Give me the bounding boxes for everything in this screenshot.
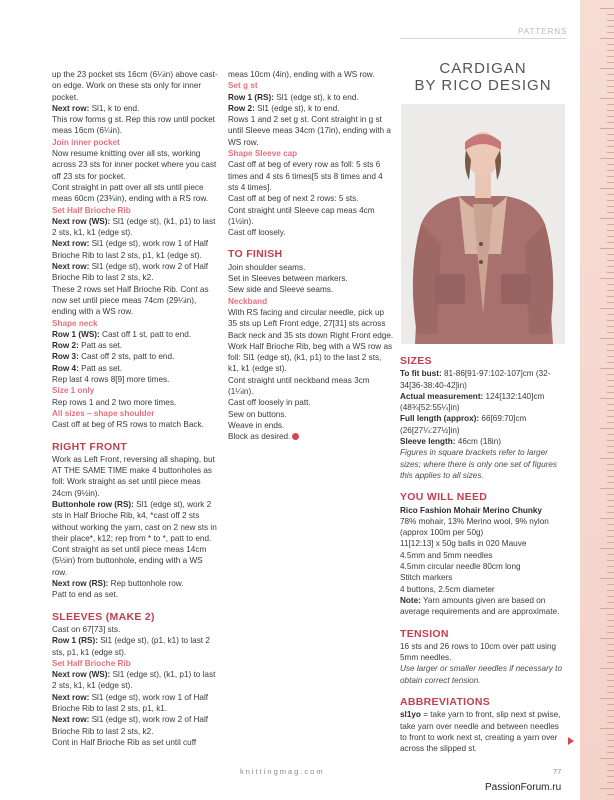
ruler-tick [607,566,614,567]
heading-you-will-need: YOU WILL NEED [400,491,488,504]
subheading-shape-sleeve-cap: Shape Sleeve cap [228,149,298,159]
ruler-tick [607,320,614,321]
ruler-tick [607,74,614,75]
text: 4 buttons, 2.5cm diameter [400,584,495,594]
text: Use larger or smaller needles if necessary to obtain correct tension. [400,664,562,685]
ruler-tick [607,536,614,537]
ruler-tick [607,26,614,27]
ruler-tick [607,674,614,675]
text: Next row: Sl1, k to end. [52,103,140,113]
ruler-tick [607,470,614,471]
page-edge-ruler [580,0,614,800]
ruler-tick [607,722,614,723]
ruler-tick [607,524,614,525]
heading-sizes: SIZES [400,355,432,367]
text: This row forms g st. Rep this row until pocket meas 16cm (6¼in). [52,115,215,136]
text: Sleeve length: 46cm (18in) [400,437,502,447]
ruler-tick [607,434,614,435]
ruler-tick [607,134,614,135]
text: Next row: Sl1 (edge st), work row 1 of Half Brioche Rib to last 2 sts, p1, k1 (edge st). [52,239,209,260]
subheading-set-half-brioche-rib: Set Half Brioche Rib [52,658,131,668]
ruler-tick [607,152,614,153]
ruler-tick [607,200,614,201]
text: Next row: Sl1 (edge st), work row 2 of Half Brioche Rib to last 2 sts, k2. [52,715,209,736]
ruler-tick [607,56,614,57]
subheading-shape-neck: Shape neck [52,318,98,328]
ruler-tick [607,650,614,651]
text: Next row: Sl1 (edge st), work row 1 of Half Brioche Rib to last 2 sts, p1, k1. [52,692,209,714]
ruler-tick [607,782,614,783]
ruler-tick [607,512,614,513]
page-number: 77 [553,767,562,776]
column-left [52,69,218,748]
column-middle [228,69,394,443]
ruler-tick [607,236,614,237]
ruler-tick [600,728,614,729]
ruler-tick [600,308,614,309]
text: Block as desired. [228,431,394,442]
ruler-tick [607,446,614,447]
ruler-tick [607,710,614,711]
ruler-tick [600,338,614,339]
text: Work as Left Front, reversing all shaping, but AT THE SAME TIME make 4 buttonholes as foll: Work straight as set until piece meas 24cm (9½in). [52,454,215,498]
text: Cont straight until neckband meas 3cm (1¼in). [228,375,370,397]
ruler-tick [607,770,614,771]
text: Row 1 (RS): Sl1 (edge st), k to end. [228,92,359,102]
ruler-tick [607,404,614,405]
text: Cont straight as set until piece meas 14cm (5½in) from buttonhole, ending with a WS row. [52,545,207,577]
ruler-tick [607,740,614,741]
ruler-tick [607,314,614,315]
heading-to-finish: TO FINISH [228,248,283,261]
ruler-tick [607,32,614,33]
text: Actual measurement: 124[132:140]cm (48¾[52:55¼]in) [400,391,545,413]
subheading-size-1: Size 1 only [52,386,95,396]
ruler-tick [607,50,614,51]
heading-sleeves: SLEEVES (MAKE 2) [52,610,155,623]
text: Rep last 4 rows 8[9] more times. [52,375,170,385]
text: Next row: Sl1 (edge st), work row 2 of Half Brioche Rib to last 2 sts, k2. [52,262,209,283]
ruler-tick [607,164,614,165]
ruler-tick [600,158,614,159]
text: 11[12:13] x 50g balls in 020 Mauve [400,539,527,549]
ruler-tick [607,20,614,21]
ruler-tick [600,128,614,129]
ruler-tick [607,242,614,243]
ruler-tick [607,374,614,375]
text: Row 2: Sl1 (edge st), k to end. [228,103,340,113]
ruler-tick [600,548,614,549]
text: Cast off loosely. [228,228,286,238]
ruler-tick [607,386,614,387]
pattern-title [400,60,566,94]
text: Now resume knitting over all sts, working across 23 sts for inner pocket where you cast off 23 sts for pocket. [52,149,217,181]
end-mark-icon [292,433,299,440]
ruler-tick [607,80,614,81]
text: Row 1 (RS): Sl1 (edge st), (p1, k1) to last 2 sts, p1, k1 (edge st). [52,636,210,657]
text: Join shoulder seams. [228,262,306,272]
footer-url: knittingmag.com [240,767,325,776]
text: Weave in ends. [228,420,285,430]
ruler-tick [607,560,614,561]
ruler-tick [600,698,614,699]
ruler-tick [607,506,614,507]
ruler-tick [607,500,614,501]
ruler-tick [607,602,614,603]
text: Rico Fashion Mohair Merino Chunky [400,505,542,515]
ruler-tick [607,92,614,93]
ruler-tick [607,182,614,183]
ruler-tick [600,488,614,489]
ruler-tick [607,680,614,681]
heading-tension: TENSION [400,627,449,640]
section-rule [400,38,566,39]
ruler-tick [607,296,614,297]
ruler-tick [607,44,614,45]
ruler-tick [607,422,614,423]
ruler-tick [607,194,614,195]
ruler-tick [607,266,614,267]
ruler-tick [600,578,614,579]
ruler-tick [607,746,614,747]
ruler-tick [600,368,614,369]
text: Row 1 (WS): Cast off 1 st, patt to end. [52,329,192,339]
ruler-tick [607,764,614,765]
ruler-tick [600,668,614,669]
ruler-tick [600,428,614,429]
ruler-tick [607,356,614,357]
ruler-tick [607,362,614,363]
ruler-tick [607,614,614,615]
text: up the 23 pocket sts 16cm (6¼in) above cast-on edge. Work on these sts only for inner pocket. [52,70,218,102]
model-photo [401,104,565,344]
text: Note: Yarn amounts given are based on average requirements and are approximate. [400,595,560,617]
text: Set in Sleeves between markers. [228,274,348,284]
text: Next row (RS): Rep buttonhole row. [52,579,184,589]
ruler-tick [600,458,614,459]
ruler-tick [607,794,614,795]
heading-abbreviations: ABBREVIATIONS [400,696,491,709]
ruler-tick [600,68,614,69]
text: Buttonhole row (RS): Sl1 (edge st), work 2 sts in Half Brioche Rib, k4, *cast off 2 sts without working the yarn, cast on 2 new sts in their place*, k12; rep from * to *, patt to end. [52,499,217,543]
ruler-tick [600,38,614,39]
ruler-tick [607,554,614,555]
text: 4.5mm and 5mm needles [400,550,493,560]
ruler-tick [600,98,614,99]
ruler-tick [607,644,614,645]
ruler-tick [600,788,614,789]
ruler-tick [607,290,614,291]
ruler-tick [607,476,614,477]
ruler-tick [607,416,614,417]
text: Sew side and Sleeve seams. [228,285,334,295]
text: Figures in square brackets refer to larger sizes; where there is only one set of figures this applies to all sizes. [400,448,558,480]
ruler-tick [607,260,614,261]
subheading-set-half-brioche: Set Half Brioche Rib [52,205,131,215]
title-line-2: BY RICO DESIGN [414,77,552,94]
subheading-set-g-st: Set g st [228,81,258,91]
ruler-tick [607,596,614,597]
ruler-tick [607,206,614,207]
text: Cont straight until Sleeve cap meas 4cm (1½in). [228,205,375,226]
ruler-tick [607,572,614,573]
ruler-tick [607,662,614,663]
text: Full length (approx): 66[69:70]cm (26[27¼:27½]in) [400,414,527,435]
text: Cast off loosely in patt. [228,398,311,408]
text: Rep rows 1 and 2 two more times. [52,397,177,407]
ruler-tick [607,62,614,63]
text: Row 2: Patt as set. [52,341,123,351]
ruler-tick [607,656,614,657]
section-tag: PATTERNS [518,27,568,36]
ruler-tick [607,104,614,105]
text: Stitch markers [400,573,453,583]
ruler-tick [607,590,614,591]
ruler-tick [607,254,614,255]
ruler-tick [607,704,614,705]
ruler-tick [607,482,614,483]
text: With RS facing and circular needle, pick up 35 sts up Left Front edge, 27[31] sts across Back neck and 35 sts down Right Front edge. [228,307,394,340]
ruler-tick [607,530,614,531]
ruler-tick [607,302,614,303]
ruler-tick [607,116,614,117]
ruler-tick [607,170,614,171]
text: Next row (WS): Sl1 (edge st), (k1, p1) to last 2 sts, k1, k1 (edge st). [52,216,216,238]
title-line-1: CARDIGAN [439,60,527,77]
ruler-tick [607,584,614,585]
ruler-tick [607,392,614,393]
ruler-tick [607,272,614,273]
ruler-tick [607,464,614,465]
ruler-tick [607,494,614,495]
text: Cont in Half Brioche Rib as set until cuff [52,737,197,747]
text: Cast on 67[73] sts. [52,624,121,634]
ruler-tick [607,350,614,351]
text: Cast off at beg of every row as foll: 5 sts 6 times and 4 sts 6 times[5 sts 8 times and 4 sts 4 times]. [228,160,383,192]
ruler-tick [607,620,614,621]
ruler-tick [607,176,614,177]
ruler-tick [607,230,614,231]
ruler-tick [600,518,614,519]
ruler-tick [607,326,614,327]
text: Work Half Brioche Rib, beg with a WS row as foll: Sl1 (edge st), (k1, p1) to the last 2 sts, k1, k1 (edge st). [228,341,393,374]
column-right [400,356,566,755]
ruler-tick [600,278,614,279]
text: sl1yo = take yarn to front, slip next st pwise, take yarn over needle and between needles to front to work next st, creating a yarn over across the slipped st. [400,710,561,754]
ruler-tick [600,188,614,189]
text: 16 sts and 26 rows to 10cm over patt using 5mm needles. [400,641,557,663]
ruler-tick [607,716,614,717]
text: Sew on buttons. [228,409,287,419]
ruler-tick [607,686,614,687]
ruler-tick [607,122,614,123]
text: To fit bust: 81-86[91-97:102-107]cm (32-34[36-38:40-42]in) [400,369,551,390]
text: Next row (WS): Sl1 (edge st), (k1, p1) to last 2 sts, k1, k1 (edge st). [52,670,216,691]
ruler-tick [600,638,614,639]
ruler-tick [600,608,614,609]
text: Row 3: Cast off 2 sts, patt to end. [52,352,175,362]
subheading-all-sizes: All sizes – shape shoulder [52,408,155,418]
text: Row 4: Patt as set. [52,363,123,373]
text: 4.5mm circular needle 80cm long [400,562,521,572]
ruler-tick [607,86,614,87]
ruler-tick [607,452,614,453]
ruler-tick [607,110,614,111]
subheading-neckband: Neckband [228,296,268,306]
ruler-tick [607,140,614,141]
text: 78% mohair, 13% Merino wool, 9% nylon (approx 100m per 50g) [400,516,549,538]
ruler-tick [600,398,614,399]
ruler-tick [607,542,614,543]
ruler-tick [607,332,614,333]
ruler-tick [607,14,614,15]
ruler-tick [607,626,614,627]
ruler-tick [600,218,614,219]
text: meas 10cm (4in), ending with a WS row. [228,70,375,79]
ruler-tick [607,410,614,411]
ruler-tick [607,692,614,693]
ruler-tick [607,776,614,777]
ruler-tick [607,734,614,735]
subheading-join-inner-pocket: Join inner pocket [52,137,120,147]
watermark: PassionForum.ru [485,782,562,793]
heading-right-front: RIGHT FRONT [52,440,128,453]
text: Cast off at beg of RS rows to match Back. [52,420,204,430]
text: Rows 1 and 2 set g st. Cont straight in g st until Sleeve meas 34cm (17in), ending with a WS row. [228,115,391,147]
ruler-tick [607,632,614,633]
text: Cont straight in patt over all sts until piece meas 60cm (23¾in), ending with a RS row. [52,182,209,204]
text: Patt to end as set. [52,590,118,600]
text: These 2 rows set Half Brioche Rib. Cont as now set until piece meas 74cm (29¼in), ending with a WS row. [52,284,209,317]
ruler-tick [607,212,614,213]
continue-arrow-icon [568,737,574,745]
ruler-tick [607,752,614,753]
ruler-tick [607,440,614,441]
ruler-tick [607,380,614,381]
ruler-tick [607,284,614,285]
ruler-tick [607,146,614,147]
ruler-tick [607,224,614,225]
ruler-tick [607,344,614,345]
ruler-tick [600,758,614,759]
ruler-tick [600,8,614,9]
ruler-tick [600,248,614,249]
text: Cast off at beg of next 2 rows: 5 sts. [228,194,359,204]
